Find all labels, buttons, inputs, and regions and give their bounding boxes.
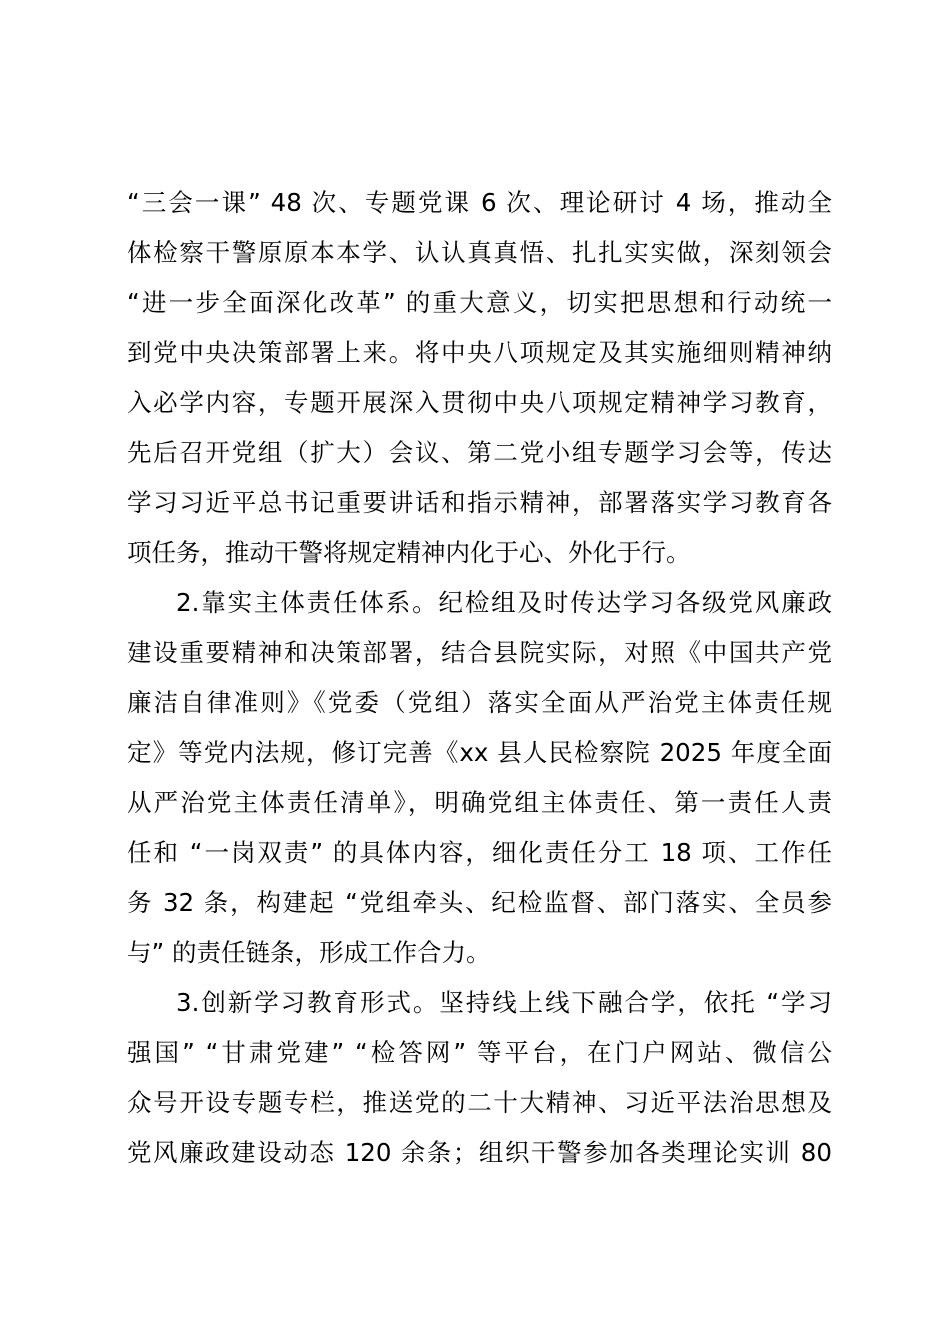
- paragraph-heading-line: 3.创新学习教育形式。坚持线上线下融合学，依托 “学习: [176, 988, 832, 1017]
- text-line: 党风廉政建设动态 120 余条；组织干警参加各类理论实训 80: [127, 1138, 832, 1167]
- paragraph-2: [127, 578, 832, 978]
- text-line: 强国” “甘肃党建” “检答网” 等平台，在门户网站、微信公: [127, 1038, 832, 1067]
- text-line: 项任务，推动干警将规定精神内化于心、外化于行。: [127, 538, 691, 567]
- text-line: 到党中央决策部署上来。将中央八项规定及其实施细则精神纳: [127, 338, 832, 367]
- text-line: “三会一课” 48 次、专题党课 6 次、理论研讨 4 场，推动全: [127, 188, 832, 217]
- paragraph-heading-line: 2.靠实主体责任体系。纪检组及时传达学习各级党风廉政: [176, 588, 832, 617]
- text-line: 与” 的责任链条，形成工作合力。: [127, 938, 491, 967]
- text-line: “进一步全面深化改革” 的重大意义，切实把思想和行动统一: [127, 288, 832, 317]
- text-line: 定》等党内法规，修订完善《xx 县人民检察院 2025 年度全面: [127, 738, 832, 767]
- text-line: 入必学内容，专题开展深入贯彻中央八项规定精神学习教育，: [127, 388, 832, 417]
- text-line: 先后召开党组（扩大）会议、第二党小组专题学习会等，传达: [127, 438, 832, 467]
- paragraph-3: [127, 978, 832, 1178]
- text-line: 务 32 条，构建起 “党组牵头、纪检监督、部门落实、全员参: [127, 888, 832, 917]
- text-line: 廉洁自律准则》《党委（党组）落实全面从严治党主体责任规: [127, 688, 832, 717]
- text-line: 众号开设专题专栏，推送党的二十大精神、习近平法治思想及: [127, 1088, 832, 1117]
- text-line: 从严治党主体责任清单》，明确党组主体责任、第一责任人责: [127, 788, 832, 817]
- document-body: [127, 178, 832, 1178]
- text-line: 任和 “一岗双责” 的具体内容，细化责任分工 18 项、工作任: [127, 838, 832, 867]
- text-line: 体检察干警原原本本学、认认真真悟、扎扎实实做，深刻领会: [127, 238, 832, 267]
- text-line: 学习习近平总书记重要讲话和指示精神，部署落实学习教育各: [127, 488, 832, 517]
- paragraph-1: [127, 178, 832, 578]
- text-line: 建设重要精神和决策部署，结合县院实际，对照《中国共产党: [127, 638, 832, 667]
